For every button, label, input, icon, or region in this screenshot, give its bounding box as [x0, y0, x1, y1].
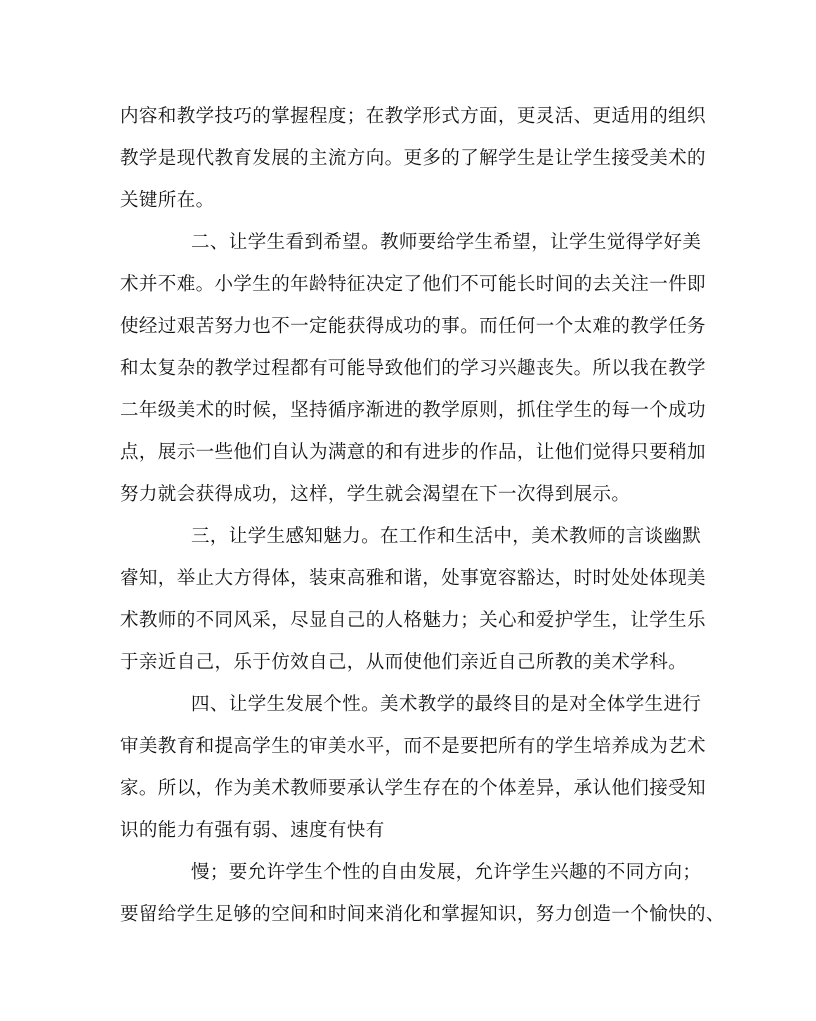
paragraph-2-line-3: 使经过艰苦努力也不一定能获得成功的事。而任何一个太难的教学任务 [120, 316, 706, 337]
paragraph-2-line-2: 术并不难。小学生的年龄特征决定了他们不可能长时间的去关注一件即 [120, 274, 706, 295]
paragraph-4-line-4: 识的能力有强有弱、速度有快有 [120, 820, 385, 841]
paragraph-1-line-3: 关键所在。 [120, 190, 215, 211]
paragraph-3-line-1: 三，让学生感知魅力。在工作和生活中，美术教师的言谈幽默 [191, 526, 702, 547]
paragraph-5-line-1: 慢；要允许学生个性的自由发展，允许学生兴趣的不同方向； [191, 862, 702, 883]
paragraph-4-line-1: 四、让学生发展个性。美术教学的最终目的是对全体学生进行 [191, 694, 702, 715]
paragraph-2-line-5: 二年级美术的时候，坚持循序渐进的教学原则，抓住学生的每一个成功 [120, 400, 706, 421]
paragraph-3-line-2: 睿知，举止大方得体，装束高雅和谐，处事宽容豁达，时时处处体现美 [120, 568, 706, 589]
paragraph-2-line-4: 和太复杂的教学过程都有可能导致他们的学习兴趣丧失。所以我在教学 [120, 358, 706, 379]
paragraph-1-line-1: 内容和教学技巧的掌握程度；在教学形式方面，更灵活、更适用的组织 [120, 106, 706, 127]
paragraph-4-line-2: 审美教育和提高学生的审美水平，而不是要把所有的学生培养成为艺术 [120, 736, 706, 757]
paragraph-4-line-3: 家。所以，作为美术教师要承认学生存在的个体差异，承认他们接受知 [120, 778, 706, 799]
paragraph-2-line-6: 点，展示一些他们自认为满意的和有进步的作品，让他们觉得只要稍加 [120, 442, 706, 463]
paragraph-3-line-3: 术教师的不同风采，尽显自己的人格魅力；关心和爱护学生，让学生乐 [120, 610, 706, 631]
paragraph-5-line-2: 要留给学生足够的空间和时间来消化和掌握知识，努力创造一个愉快的、 [120, 904, 725, 925]
paragraph-3-line-4: 于亲近自己，乐于仿效自己，从而使他们亲近自己所教的美术学科。 [120, 652, 688, 673]
paragraph-1-line-2: 教学是现代教育发展的主流方向。更多的了解学生是让学生接受美术的 [120, 148, 706, 169]
paragraph-2-line-1: 二、让学生看到希望。教师要给学生希望，让学生觉得学好美 [191, 232, 702, 253]
paragraph-2-line-7: 努力就会获得成功，这样，学生就会渴望在下一次得到展示。 [120, 484, 631, 505]
